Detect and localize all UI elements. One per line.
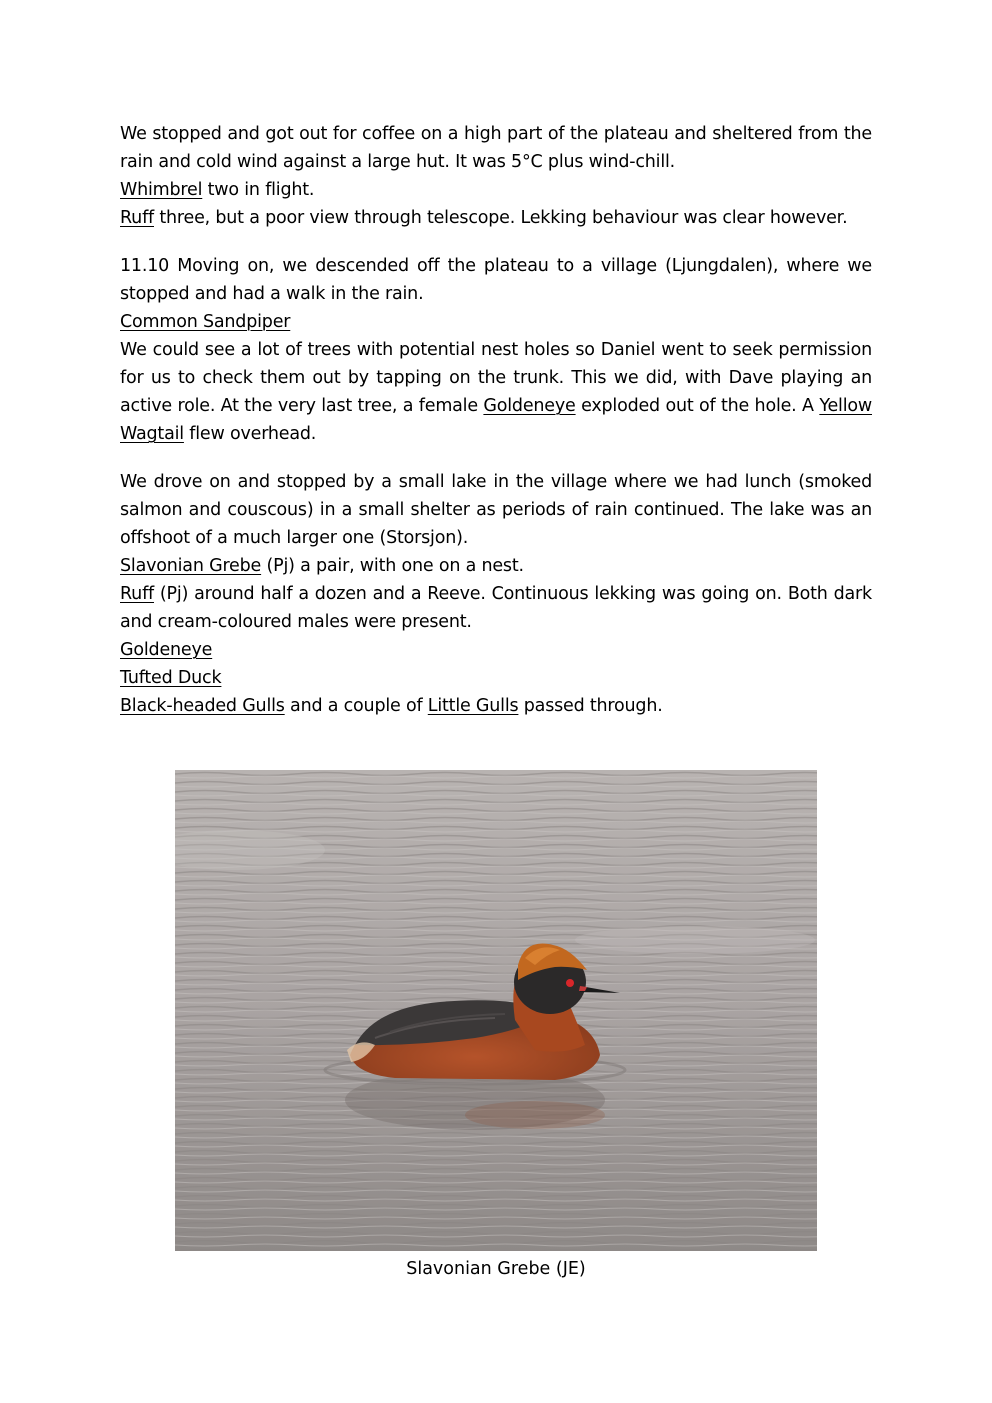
sighting-goldeneye bbox=[120, 636, 872, 664]
species-whimbrel: Whimbrel bbox=[120, 180, 203, 200]
sighting-ruff-2: Ruff (Pj) around half a dozen and a Reeve. Continuous lekking was going on. Both dark and cream-coloured males were present. bbox=[120, 584, 872, 632]
species-common-sandpiper: Common Sandpiper bbox=[120, 312, 291, 332]
paragraph-lunch-lake bbox=[120, 468, 872, 720]
species-slavonian-grebe: Slavonian Grebe bbox=[120, 556, 262, 576]
text: We drove on and stopped by a small lake in the village where we had lunch (smoked salmon and couscous) in a small shelter as periods of rain continued. The lake was an offshoot of a much larger one (Storsjon). bbox=[120, 472, 872, 548]
species-ruff: Ruff bbox=[120, 584, 154, 604]
species-little-gull: Little Gulls bbox=[427, 696, 519, 716]
species-black-headed-gull: Black-headed Gulls bbox=[120, 696, 285, 716]
sighting-sandpiper bbox=[120, 308, 872, 336]
sighting-grebe: Slavonian Grebe (Pj) a pair, with one on a nest. bbox=[120, 556, 524, 576]
species-yellow-wagtail: Yellow Wagtail bbox=[120, 396, 872, 444]
sighting-gulls: Black-headed Gulls and a couple of Little Gulls passed through. bbox=[120, 696, 663, 716]
sighting-ruff: Ruff three, but a poor view through telescope. Lekking behaviour was clear however. bbox=[120, 208, 848, 228]
species-goldeneye: Goldeneye bbox=[483, 396, 576, 416]
paragraph-ljungdalen bbox=[120, 252, 872, 448]
nest-hole-text: We could see a lot of trees with potential nest holes so Daniel went to seek permission for us to check them out by tapping on the trunk. This we did, with Dave playing an active role. At the very last tree, a female Goldeneye exploded out of the hole. A Yellow Wagtail flew overhead. bbox=[120, 340, 872, 444]
species-ruff: Ruff bbox=[120, 208, 154, 228]
sighting-whimbrel: Whimbrel two in flight. bbox=[120, 180, 315, 200]
species-goldeneye: Goldeneye bbox=[120, 640, 213, 660]
grebe-photo bbox=[175, 770, 817, 1251]
sighting-tufted-duck bbox=[120, 664, 872, 692]
photo-caption: Slavonian Grebe (JE) bbox=[406, 1259, 586, 1279]
paragraph-coffee-stop bbox=[120, 120, 872, 232]
species-tufted-duck: Tufted Duck bbox=[120, 668, 222, 688]
text: 11.10 Moving on, we descended off the plateau to a village (Ljungdalen), where we stopped and had a walk in the rain. bbox=[120, 256, 872, 304]
document-body bbox=[120, 120, 872, 720]
text: We stopped and got out for coffee on a high part of the plateau and sheltered from the rain and cold wind against a large hut. It was 5°C plus wind-chill. bbox=[120, 124, 872, 172]
